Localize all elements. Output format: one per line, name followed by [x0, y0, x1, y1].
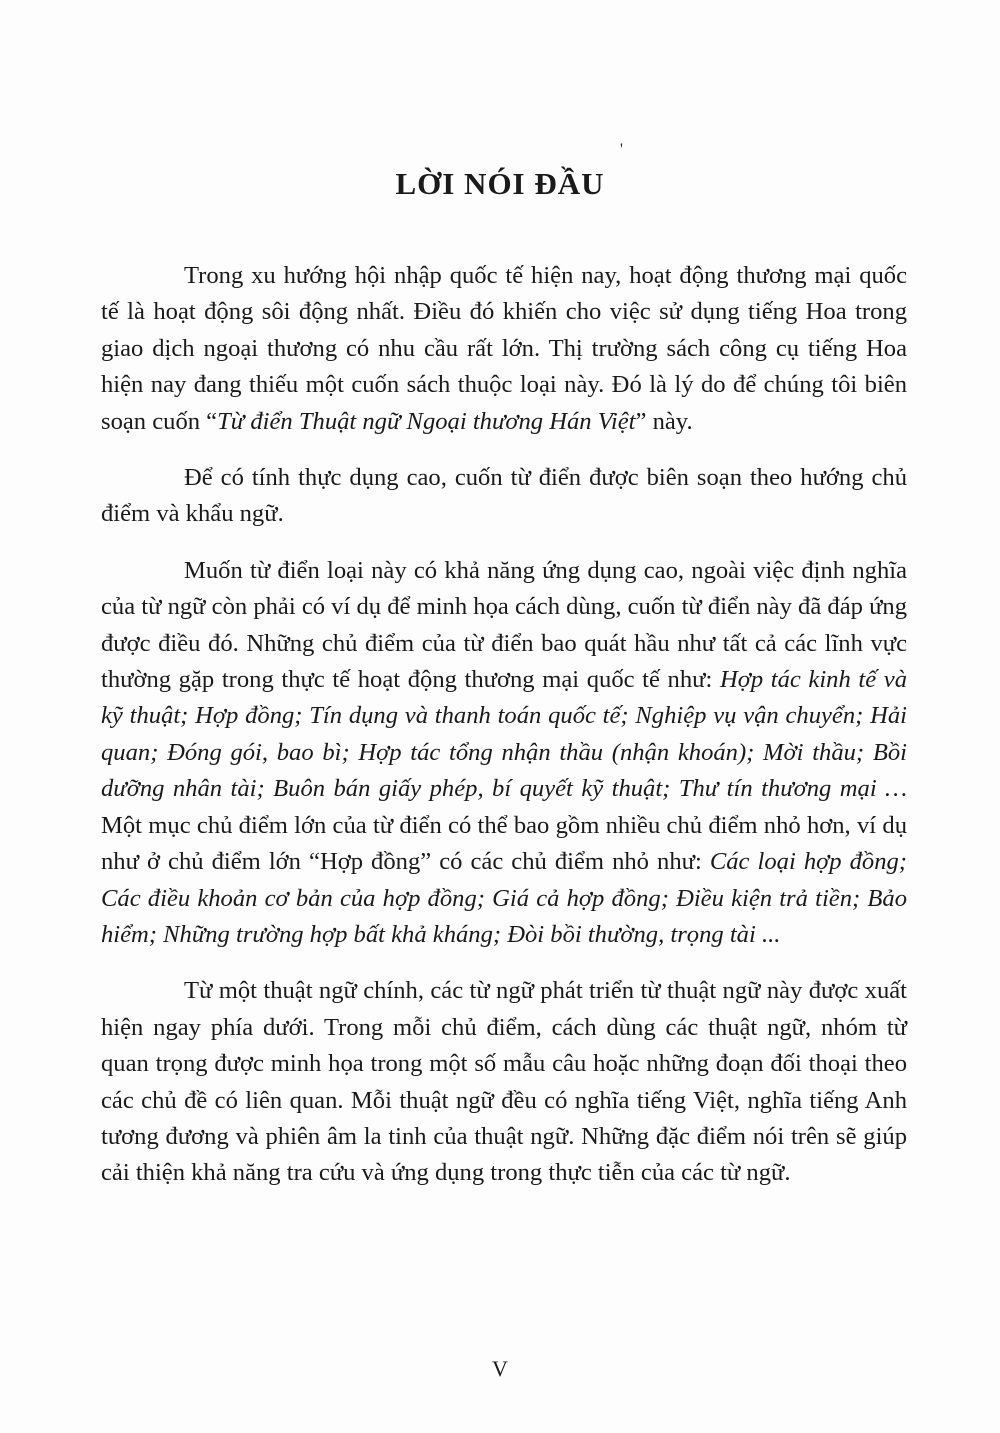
paragraph-3-text-2: Một mục chủ điểm lớn của từ điển có thể bao gồm nhiều chủ điểm nhỏ hơn, ví dụ như ở chủ điểm lớn “Hợp đồng” có các chủ điểm nhỏ như: — [101, 811, 907, 876]
page-number: V — [492, 1356, 508, 1381]
subtopic-list: Các loại hợp đồng; Các điều khoản cơ bản của hợp đồng; Giá cả hợp đồng; Điều kiện trả tiền; Bảo hiểm; Những trường hợp bất khả kháng; Đòi bồi thường, trọng tài ... — [101, 848, 907, 948]
page-title: LỜI NÓI ĐẦU — [395, 166, 605, 201]
paragraph-3-text: Muốn từ điển loại này có khả năng ứng dụng cao, ngoài việc định nghĩa của từ ngữ còn phải có ví dụ để minh họa cách dùng, cuốn từ điển này đã đáp ứng được điều đó. Những chủ điểm của từ điển bao quát hầu như tất cả các lĩnh vực thường gặp trong thực tế hoạt động thương mại quốc tế như: — [101, 556, 907, 694]
paragraph-2: Để có tính thực dụng cao, cuốn từ điển được biên soạn theo hướng chủ điểm và khẩu ngữ. — [101, 464, 907, 528]
book-title: Từ điển Thuật ngữ Ngoại thương Hán Việt — [217, 407, 636, 435]
print-mark: ' — [620, 141, 623, 158]
paragraph-3 — [101, 553, 907, 953]
topic-list: Hợp tác kinh tế và kỹ thuật; Hợp đồng; Tín dụng và thanh toán quốc tế; Nghiệp vụ vận chuyển; Hải quan; Đóng gói, bao bì; Hợp tác tổng nhận thầu (nhận khoán); Mời thầu; Bồi dưỡng nhân tài; Buôn bán giấy phép, bí quyết kỹ thuật; Thư tín thương mại … — [101, 666, 907, 803]
preface-body — [101, 258, 907, 1192]
paragraph-1-text: Trong xu hướng hội nhập quốc tế hiện nay, hoạt động thương mại quốc tế là hoạt động sôi động nhất. Điều đó khiến cho việc sử dụng tiếng Hoa trong giao dịch ngoại thương có nhu cầu rất lớn. Thị trường sách công cụ tiếng Hoa hiện nay đang thiếu một cuốn sách thuộc loại này. Đó là lý do để chúng tôi biên soạn cuốn “ — [101, 262, 907, 435]
paragraph-4: Từ một thuật ngữ chính, các từ ngữ phát triển từ thuật ngữ này được xuất hiện ngay phía dưới. Trong mỗi chủ điểm, cách dùng các thuật ngữ, nhóm từ quan trọng được minh họa trong một số mẫu câu hoặc những đoạn đối thoại theo các chủ đề có liên quan. Mỗi thuật ngữ đều có nghĩa tiếng Việt, nghĩa tiếng Anh tương đương và phiên âm la tinh của thuật ngữ. Những đặc điểm nói trên sẽ giúp cải thiện khả năng tra cứu và ứng dụng trong thực tiễn của các từ ngữ. — [101, 977, 907, 1187]
paragraph-1-end: ” này. — [635, 407, 693, 435]
paragraph-1 — [101, 258, 907, 440]
